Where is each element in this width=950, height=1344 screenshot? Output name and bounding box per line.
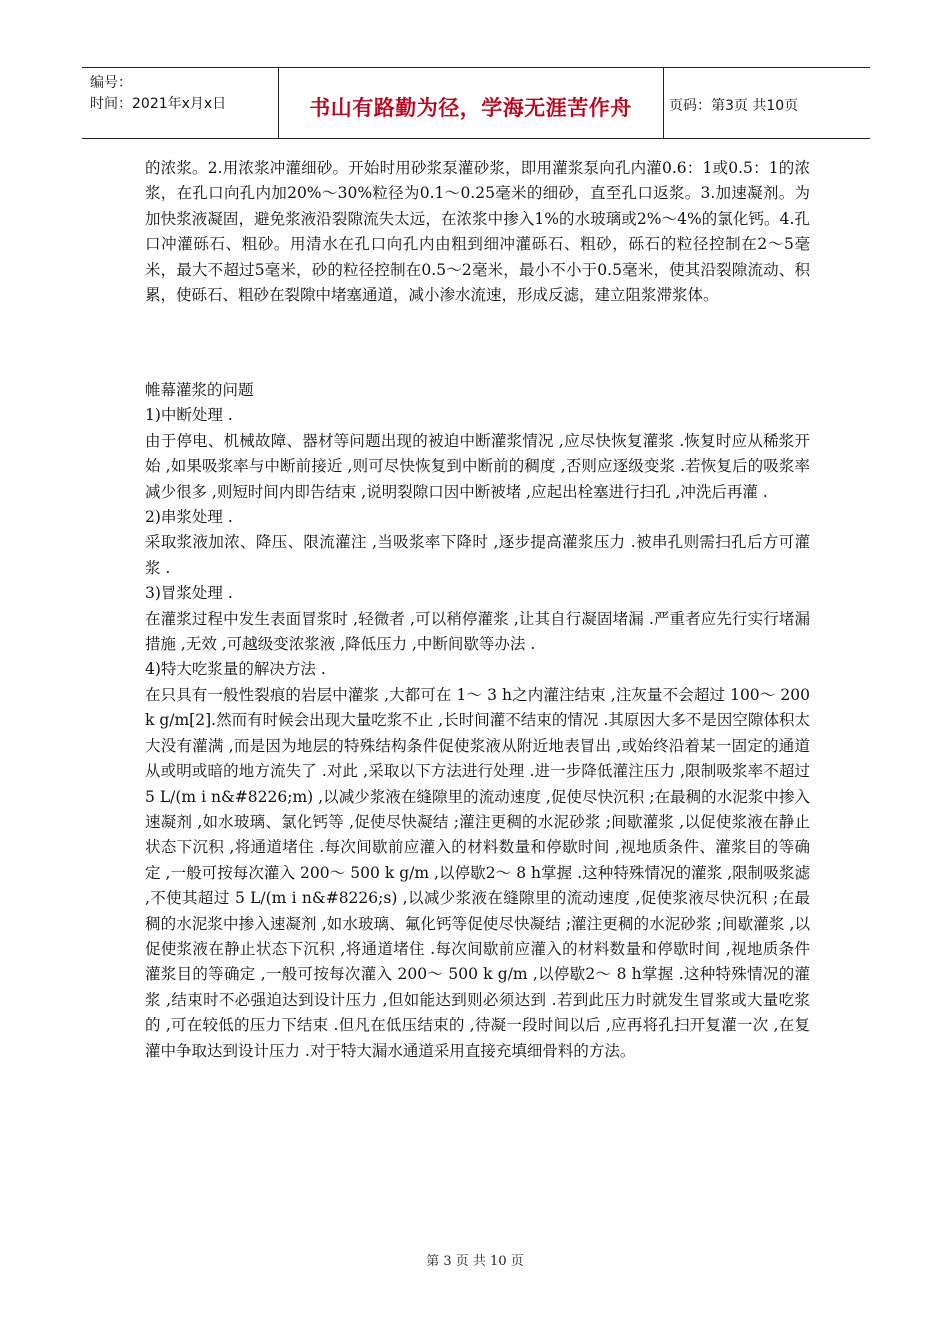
page-header xyxy=(82,67,870,139)
item-text: 在只具有一般性裂痕的岩层中灌浆 ,大都可在 1～ 3 h之内灌注结束 ,注灰量不会超过 100～ 200 k g/m[2].然而有时候会出现大量吃浆不止 ,长时间灌不结束的情况 .其原因大多不是因空隙体积太大没有灌满 ,而是因为地层的特殊结构条件促使浆液从附近地表冒出 ,或始终沿着某一固定的通道从或明或暗的地方流失了 .对此 ,采取以下方法进行处理 .进一步降低灌注压力 ,限制吸浆率不超过 5 L/(m i n&#8226;m) ,以减少浆液在缝隙里的流动速度 ,促使尽快沉积 ;在最稠的水泥浆中掺入速凝剂 ,如水玻璃、氯化钙等 ,促使尽快凝结 ;灌注更稠的水泥砂浆 ;间歇灌浆 ,以促使浆液在静止状态下沉积 ,将通道堵住 .每次间歇前应灌入的材料数量和停歇时间 ,视地质条件、灌浆目的等确定 ,一般可按每次灌入 200～ 500 k g/m ,以停歇2～ 8 h掌握 .这种特殊情况的灌浆 ,限制吸浆滤 ,不使其超过 5 L/(m i n&#8226;s) ,以减少浆液在缝隙里的流动速度 ,促使浆液尽快沉积 ;在最稠的水泥浆中掺入速凝剂 ,如水玻璃、氟化钙等促使尽快凝结 ;灌注更稠的水泥砂浆 ;间歇灌浆 ,以促使浆液在静止状态下沉积 ,将通道堵住 .每次间歇前应灌入的材料数量和停歇时间 ,视地质条件灌浆目的等确定 ,一般可按每次灌入 200～ 500 k g/m ,以停歇2～ 8 h掌握 .这种特殊情况的灌浆 ,结束时不必强迫达到设计压力 ,但如能达到则必须达到 .若到此压力时就发生冒浆或大量吃浆的 ,可在较低的压力下结束 .但凡在低压结束的 ,待凝一段时间以后 ,应再将孔扫开复灌一次 ,在复灌中争取达到设计压力 .对于特大漏水通道采用直接充填细骨料的方法。 xyxy=(145,685,810,1060)
item-heading: 2)串浆处理 . xyxy=(145,508,233,527)
document-date-label: 时间：2021年x月x日 xyxy=(90,96,227,112)
header-page-info: 页码：第3页 共10页 xyxy=(669,98,799,114)
intro-block xyxy=(145,156,810,308)
document-number-label: 编号： xyxy=(90,75,132,91)
item-text: 由于停电、机械故障、器材等问题出现的被迫中断灌浆情况 ,应尽快恢复灌浆 .恢复时应从稀浆开始 ,如果吸浆率与中断前接近 ,则可尽快恢复到中断前的稠度 ,否则应逐级变浆 .若恢复后的吸浆率减少很多 ,则短时间内即告结束 ,说明裂隙口因中断被堵 ,应起出栓塞进行扫孔 ,冲洗后再灌 . xyxy=(145,431,810,501)
intro-paragraph: 的浓浆。2.用浓浆冲灌细砂。开始时用砂浆泵灌砂浆，即用灌浆泵向孔内灌0.6：1或0.5：1的浓浆，在孔口向孔内加20%～30%粒径为0.1～0.25毫米的细砂，直至孔口返浆。3.加速凝剂。为加快浆液凝固，避免浆液沿裂隙流失太远，在浓浆中掺入1%的水玻璃或2%～4%的氯化钙。4.孔口冲灌砾石、粗砂。用清水在孔口向孔内由粗到细冲灌砾石、粗砂，砾石的粒径控制在2～5毫米，最大不超过5毫米，砂的粒径控制在0.5～2毫米，最小不小于0.5毫米，使其沿裂隙流动、积累，使砾石、粗砂在裂隙中堵塞通道，减小渗水流速，形成反滤，建立阻浆滞浆体。 xyxy=(145,159,810,305)
header-meta-cell xyxy=(82,68,279,138)
item-heading: 3)冒浆处理 . xyxy=(145,584,233,603)
page-footer: 第 3 页 共 10 页 xyxy=(426,1254,524,1269)
header-motto-cell xyxy=(278,68,664,138)
item-text: 采取浆液加浓、降压、限流灌注 ,当吸浆率下降时 ,逐步提高灌浆压力 .被串孔则需扫孔后方可灌浆 . xyxy=(145,533,810,577)
header-motto: 书山有路勤为径，学海无涯苦作舟 xyxy=(309,96,632,120)
item-text: 在灌浆过程中发生表面冒浆时 ,轻微者 ,可以稍停灌浆 ,让其自行凝固堵漏 .严重者应先行实行堵漏措施 ,无效 ,可越级变浓浆液 ,降低压力 ,中断间歇等办法 . xyxy=(145,609,810,654)
header-page-cell xyxy=(663,68,870,138)
item-heading: 4)特大吃浆量的解决方法 . xyxy=(145,660,326,679)
curtain-grouting-section xyxy=(145,378,810,1064)
item-heading: 1)中断处理 . xyxy=(145,406,233,425)
section-title: 帷幕灌浆的问题 xyxy=(145,381,254,399)
